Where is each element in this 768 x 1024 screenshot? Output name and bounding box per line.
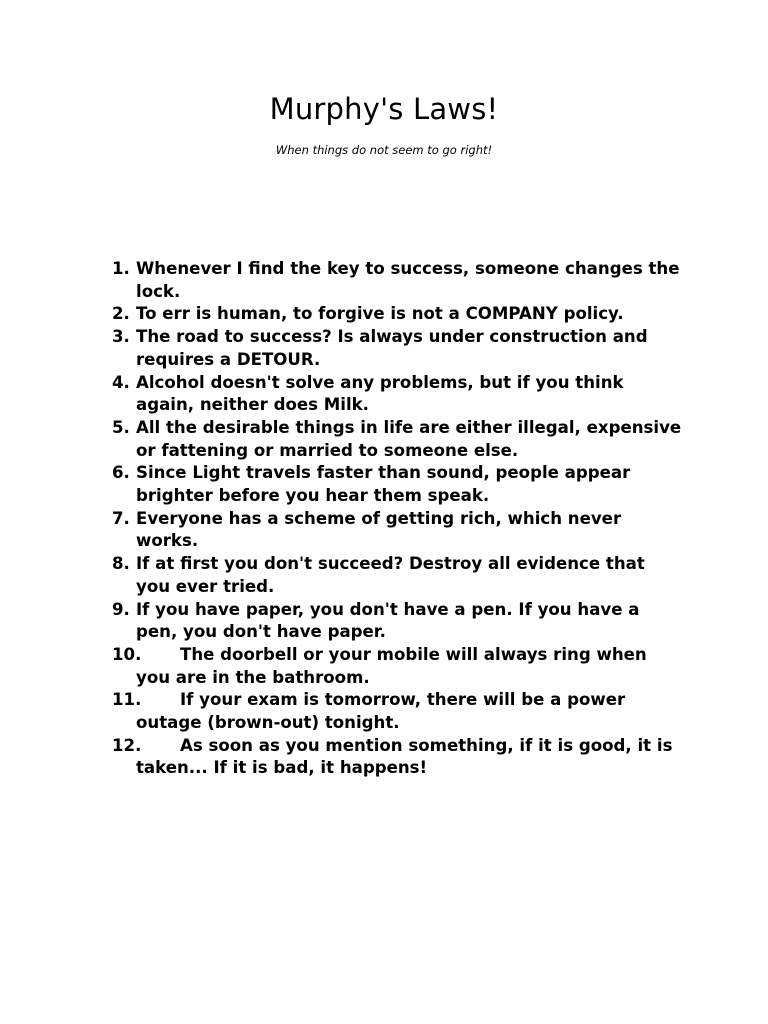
list-item-number: 8.: [112, 554, 130, 574]
list-item: [112, 599, 682, 644]
list-item-number: 10.: [112, 644, 142, 664]
list-item-text: Alcohol doesn't solve any problems, but if you think again, neither does Milk.: [136, 372, 624, 415]
list-item-text: The road to success? Is always under construction and requires a DETOUR.: [136, 327, 648, 369]
list-item: [112, 462, 682, 507]
list-item: [112, 508, 682, 553]
list-item: [112, 417, 682, 462]
list-item-text: If at first you don't succeed? Destroy all evidence that you ever tried.: [136, 554, 645, 596]
list-item-text: Whenever I find the key to success, someone changes the lock.: [136, 259, 680, 301]
list-item: [112, 735, 682, 780]
list-item: [112, 644, 682, 689]
list-item: [112, 372, 682, 417]
list-item-number: 9.: [112, 599, 130, 619]
list-item-text: All the desirable things in life are either illegal, expensive or fattening or married to someone else.: [136, 417, 682, 460]
list-item: [112, 689, 682, 734]
list-item-number: 6.: [112, 463, 130, 483]
list-item-text: Since Light travels faster than sound, people appear brighter before you hear them speak.: [136, 463, 631, 506]
list-item-text: To err is human, to forgive is not a COMPANY policy.: [136, 304, 624, 324]
list-item-text: If you have paper, you don't have a pen. If you have a pen, you don't have paper.: [136, 599, 640, 642]
laws-list: [112, 258, 682, 780]
list-item-number: 1.: [112, 259, 130, 278]
list-item-number: 4.: [112, 372, 130, 392]
list-item-number: 2.: [112, 304, 130, 324]
list-item-number: 7.: [112, 508, 130, 528]
list-item-number: 5.: [112, 417, 130, 437]
page-title: Murphy's Laws!: [269, 92, 499, 126]
list-item-number: 3.: [112, 327, 130, 347]
list-item-text: As soon as you mention something, if it is good, it is taken... If it is bad, it happens!: [136, 735, 673, 778]
list-item: [112, 326, 682, 371]
list-item-number: 12.: [112, 735, 142, 755]
list-item-number: 11.: [112, 690, 142, 710]
page-subtitle: When things do not seem to go right!: [275, 143, 493, 157]
list-item: [112, 553, 682, 598]
list-item-text: Everyone has a scheme of getting rich, which never works.: [136, 508, 622, 551]
list-item: [112, 258, 682, 303]
list-item: [112, 303, 682, 326]
list-item-text: The doorbell or your mobile will always ring when you are in the bathroom.: [136, 644, 647, 687]
list-item-text: If your exam is tomorrow, there will be a power outage (brown-out) tonight.: [136, 690, 626, 733]
